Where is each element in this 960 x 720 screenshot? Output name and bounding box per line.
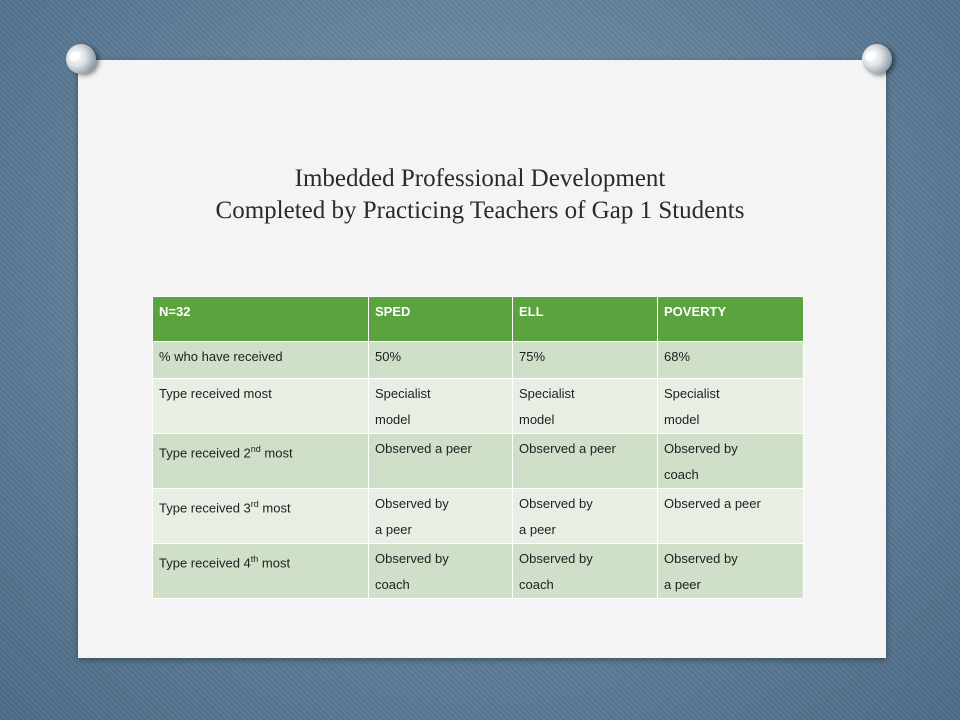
cell-ell: Observed by a peer [513, 489, 658, 544]
cell-sped: Observed a peer [369, 434, 513, 489]
cell-ell: Observed a peer [513, 434, 658, 489]
row-label: Type received 4th most [153, 544, 369, 599]
slide-title [100, 163, 860, 227]
title-line-1: Imbedded Professional Development [294, 165, 666, 192]
table-row [153, 544, 804, 599]
row-label: Type received 3rd most [153, 489, 369, 544]
header-poverty: POVERTY [658, 297, 804, 342]
header-n: N=32 [153, 297, 369, 342]
cell-sped: Observed by a peer [369, 489, 513, 544]
cell-poverty: 68% [658, 342, 804, 379]
row-label: % who have received [153, 342, 369, 379]
cell-sped: Observed by coach [369, 544, 513, 599]
cell-ell: Specialist model [513, 379, 658, 434]
row-label: Type received 2nd most [153, 434, 369, 489]
pd-table [152, 296, 804, 599]
title-line-2: Completed by Practicing Teachers of Gap 1 Students [215, 197, 745, 224]
cell-ell: 75% [513, 342, 658, 379]
table-header-row [153, 297, 804, 342]
table-row [153, 342, 804, 379]
cell-sped: Specialist model [369, 379, 513, 434]
cell-sped: 50% [369, 342, 513, 379]
cell-ell: Observed by coach [513, 544, 658, 599]
header-sped: SPED [369, 297, 513, 342]
row-label: Type received most [153, 379, 369, 434]
table-row [153, 434, 804, 489]
cell-poverty: Observed a peer [658, 489, 804, 544]
cell-poverty: Observed by a peer [658, 544, 804, 599]
table-row [153, 379, 804, 434]
header-ell: ELL [513, 297, 658, 342]
cell-poverty: Specialist model [658, 379, 804, 434]
table-row [153, 489, 804, 544]
cell-poverty: Observed by coach [658, 434, 804, 489]
